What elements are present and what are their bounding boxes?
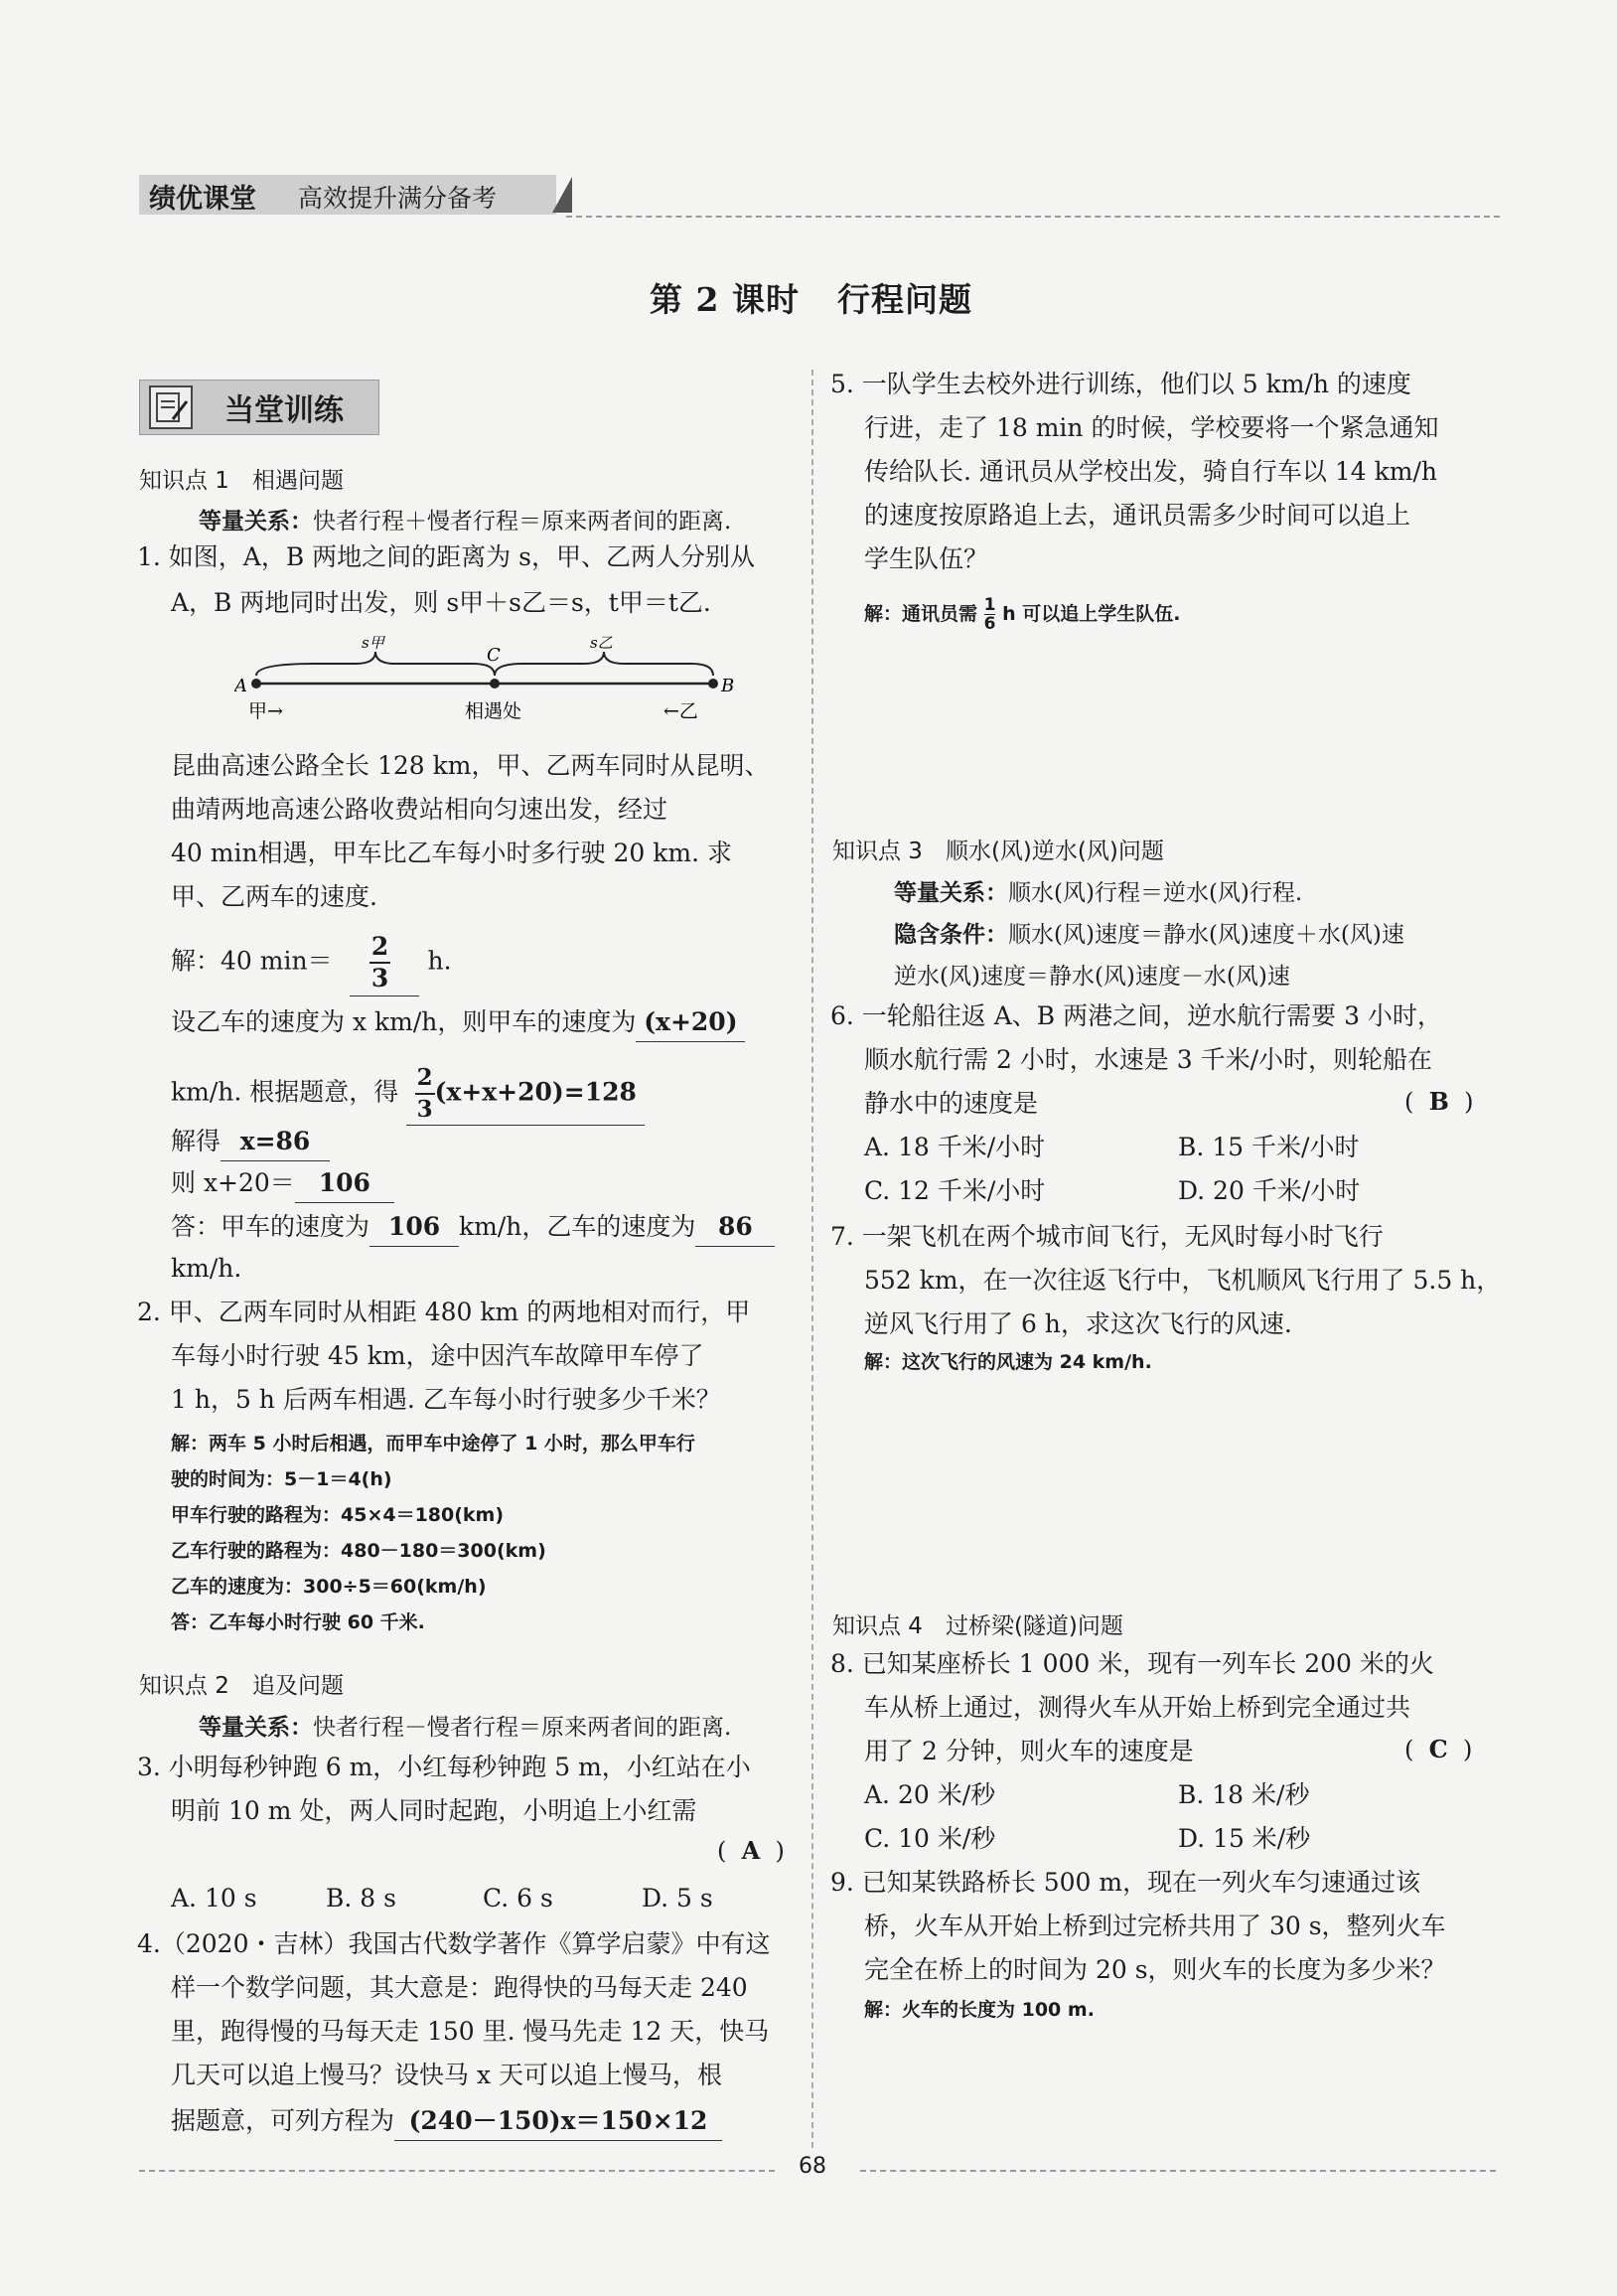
q3-line2: 明前 10 m 处，两人同时起跑，小明追上小红需 bbox=[171, 1796, 697, 1825]
q1-s1-den: 3 bbox=[370, 964, 389, 993]
q1-s6-answer1: 106 bbox=[369, 1208, 459, 1247]
q8-line2: 车从桥上通过，测得火车从开始上桥到完全通过共 bbox=[864, 1693, 1411, 1722]
point-b bbox=[708, 679, 718, 689]
q3-option-a: A. 10 s bbox=[171, 1884, 257, 1913]
q1-s1-suffix: h. bbox=[427, 946, 452, 976]
knowledge-point-1: 知识点 1 相遇问题 bbox=[139, 468, 344, 494]
q7-line3: 逆风飞行用了 6 h，求这次飞行的风速. bbox=[864, 1309, 1292, 1338]
q1-s1-num: 2 bbox=[369, 932, 390, 964]
q5-solution bbox=[864, 596, 1180, 633]
q1-s6-answer2: 86 bbox=[695, 1208, 775, 1247]
q1-s4-answer: x=86 bbox=[220, 1123, 330, 1161]
header-brand: 绩优课堂 bbox=[149, 184, 256, 215]
footer-divider-left bbox=[139, 2170, 775, 2172]
lesson-title bbox=[650, 274, 972, 321]
point-c bbox=[490, 679, 500, 689]
q5-line5: 学生队伍？ bbox=[864, 544, 989, 573]
q3-option-b: B. 8 s bbox=[326, 1884, 396, 1913]
kp3-relation-label: 等量关系： bbox=[894, 880, 1008, 906]
q9-line2: 桥，火车从开始上桥到过完桥共用了 30 s，整列火车 bbox=[864, 1912, 1446, 1940]
q9-solution: 解：火车的长度为 100 m. bbox=[864, 1999, 1095, 2021]
kp3-hidden-text2: 逆水(风)速度＝静水(风)速度－水(风)速 bbox=[894, 964, 1290, 990]
q8-line1: 8. 已知某座桥长 1 000 米，现有一列车长 200 米的火 bbox=[830, 1649, 1434, 1678]
q1-s1-underline bbox=[350, 995, 419, 996]
q1-line2: A，B 两地同时出发，则 s甲＋s乙＝s，t甲＝t乙. bbox=[171, 588, 711, 617]
notebook-pencil-icon bbox=[149, 385, 193, 429]
kp2-relation bbox=[199, 1709, 731, 1742]
q4-line3: 里，跑得慢的马每天走 150 里. 慢马先走 12 天，快马 bbox=[171, 2017, 770, 2046]
header-slogan: 高效提升满分备考 bbox=[298, 184, 498, 213]
q1-solution-step2 bbox=[171, 1003, 745, 1042]
q1-s3-eq: (x+x+20)=128 bbox=[434, 1077, 637, 1107]
q1-s3-answer bbox=[406, 1063, 645, 1126]
q2-solution-line5: 乙车的速度为：300÷5＝60(km/h) bbox=[171, 1576, 487, 1598]
kp3-hidden-text1: 顺水(风)速度＝静水(风)速度＋水(风)速 bbox=[1008, 922, 1404, 948]
label-meet: 相遇处 bbox=[465, 700, 522, 722]
q1-s1-prefix: 解：40 min＝ bbox=[171, 946, 333, 976]
q8-option-d: D. 15 米/秒 bbox=[1178, 1824, 1311, 1853]
q5-sol-suffix: h 可以追上学生队伍. bbox=[1002, 603, 1181, 625]
q1-solution-step1 bbox=[171, 932, 452, 994]
q6-option-d: D. 20 千米/小时 bbox=[1178, 1176, 1361, 1205]
q1-para-line3: 40 min相遇，甲车比乙车每小时多行驶 20 km. 求 bbox=[171, 839, 733, 867]
brace-yi bbox=[495, 652, 713, 676]
knowledge-point-4: 知识点 4 过桥梁(隧道)问题 bbox=[832, 1613, 1123, 1639]
q3-option-d: D. 5 s bbox=[642, 1884, 713, 1913]
kp2-relation-label: 等量关系： bbox=[199, 1715, 313, 1741]
q4-line5 bbox=[171, 2102, 722, 2141]
q7-solution: 解：这次飞行的风速为 24 km/h. bbox=[864, 1351, 1152, 1373]
meeting-diagram bbox=[234, 636, 751, 725]
knowledge-point-3: 知识点 3 顺水(风)逆水(风)问题 bbox=[832, 839, 1164, 864]
q2-line1: 2. 甲、乙两车同时从相距 480 km 的两地相对而行，甲 bbox=[137, 1298, 751, 1326]
q2-solution-line4: 乙车行驶的路程为：480－180＝300(km) bbox=[171, 1540, 546, 1562]
section-title: 当堂训练 bbox=[224, 393, 344, 428]
q4-line4: 几天可以追上慢马？设快马 x 天可以追上慢马，根 bbox=[171, 2061, 722, 2089]
q8-option-c: C. 10 米/秒 bbox=[864, 1824, 996, 1853]
kp2-relation-text: 快者行程－慢者行程＝原来两者间的距离. bbox=[313, 1715, 732, 1741]
q2-solution-line1: 解：两车 5 小时后相遇，而甲车中途停了 1 小时，那么甲车行 bbox=[171, 1433, 695, 1454]
q4-line1: 4.（2020・吉林）我国古代数学著作《算学启蒙》中有这 bbox=[137, 1929, 771, 1958]
q6-line1: 6. 一轮船往返 A、B 两港之间，逆水航行需要 3 小时， bbox=[830, 1001, 1442, 1030]
kp3-hidden-condition bbox=[894, 916, 1404, 949]
q1-s3-den: 3 bbox=[416, 1096, 433, 1123]
q6-answer: B bbox=[1428, 1087, 1449, 1116]
q1-line1: 1. 如图，A，B 两地之间的距离为 s，甲、乙两人分别从 bbox=[137, 542, 755, 571]
q6-option-b: B. 15 千米/小时 bbox=[1178, 1133, 1360, 1161]
lesson-topic: 行程问题 bbox=[836, 280, 972, 319]
q8-answer: C bbox=[1428, 1735, 1448, 1763]
q6-option-c: C. 12 千米/小时 bbox=[864, 1176, 1046, 1205]
label-s-yi: s乙 bbox=[590, 636, 613, 652]
q1-s1-blank bbox=[341, 932, 420, 994]
q5-sol-num: 1 bbox=[983, 595, 996, 615]
q3-option-c: C. 6 s bbox=[483, 1884, 553, 1913]
label-yi: ←乙 bbox=[663, 700, 698, 722]
q4-l5-text: 据题意，可列方程为 bbox=[171, 2106, 395, 2135]
label-b: B bbox=[721, 676, 735, 696]
q8-option-b: B. 18 米/秒 bbox=[1178, 1780, 1310, 1809]
q1-s4-text: 解得 bbox=[171, 1127, 221, 1155]
q1-s6-text: 答：甲车的速度为 bbox=[171, 1212, 370, 1241]
q1-s6-mid: km/h，乙车的速度为 bbox=[459, 1212, 696, 1241]
q5-sol-den: 6 bbox=[983, 614, 996, 634]
q6-answer-bracket: ( B ) bbox=[1404, 1087, 1474, 1116]
label-a: A bbox=[234, 676, 247, 696]
q1-solution-step5 bbox=[171, 1164, 394, 1203]
knowledge-point-2: 知识点 2 追及问题 bbox=[139, 1673, 344, 1699]
q1-solution-step6 bbox=[171, 1208, 775, 1247]
q2-solution-line3: 甲车行驶的路程为：45×4＝180(km) bbox=[171, 1504, 505, 1526]
q1-s3-text: km/h. 根据题意，得 bbox=[171, 1077, 399, 1107]
q3-answer: A bbox=[741, 1836, 761, 1865]
kp3-hidden-label: 隐含条件： bbox=[894, 922, 1008, 948]
q8-line3: 用了 2 分钟，则火车的速度是 bbox=[864, 1737, 1194, 1765]
q6-line2: 顺水航行需 2 小时，水速是 3 千米/小时，则轮船在 bbox=[864, 1045, 1433, 1074]
q5-line2: 行进，走了 18 min 的时候，学校要将一个紧急通知 bbox=[864, 413, 1439, 442]
page-number: 68 bbox=[799, 2154, 826, 2179]
q5-sol-prefix: 解：通讯员需 bbox=[864, 603, 978, 625]
q1-solution-step7: km/h. bbox=[171, 1254, 242, 1283]
q1-solution-step3 bbox=[171, 1063, 645, 1126]
kp1-relation-text: 快者行程＋慢者行程＝原来两者间的距离. bbox=[313, 509, 732, 535]
q5-line4: 的速度按原路追上去，通讯员需多少时间可以追上 bbox=[864, 501, 1411, 530]
q2-line3: 1 h，5 h 后两车相遇. 乙车每小时行驶多少千米？ bbox=[171, 1385, 721, 1414]
footer-divider-right bbox=[860, 2170, 1496, 2172]
q5-line3: 传给队长. 通讯员从学校出发，骑自行车以 14 km/h bbox=[864, 457, 1437, 486]
q2-solution-line2: 驶的时间为：5－1＝4(h) bbox=[171, 1468, 392, 1490]
q1-para-line4: 甲、乙两车的速度. bbox=[171, 882, 377, 911]
kp3-relation-text: 顺水(风)行程＝逆水(风)行程. bbox=[1008, 880, 1303, 906]
q2-line2: 车每小时行驶 45 km，途中因汽车故障甲车停了 bbox=[171, 1341, 704, 1370]
label-jia: 甲→ bbox=[248, 700, 283, 722]
q8-option-a: A. 20 米/秒 bbox=[864, 1780, 996, 1809]
q1-s5-text: 则 x+20＝ bbox=[171, 1168, 295, 1197]
q1-para-line2: 曲靖两地高速公路收费站相向匀速出发，经过 bbox=[171, 795, 668, 824]
kp1-relation bbox=[199, 503, 731, 536]
q9-line3: 完全在桥上的时间为 20 s，则火车的长度为多少米？ bbox=[864, 1955, 1446, 1984]
kp1-relation-label: 等量关系： bbox=[199, 509, 313, 535]
q3-line1: 3. 小明每秒钟跑 6 m，小红每秒钟跑 5 m，小红站在小 bbox=[137, 1753, 751, 1781]
label-c: C bbox=[487, 645, 501, 666]
column-divider bbox=[811, 370, 813, 2148]
q6-line3: 静水中的速度是 bbox=[864, 1089, 1039, 1118]
q2-solution-line6: 答：乙车每小时行驶 60 千米. bbox=[171, 1611, 425, 1633]
q7-line1: 7. 一架飞机在两个城市间飞行，无风时每小时飞行 bbox=[830, 1222, 1384, 1251]
lesson-label: 第 2 课时 bbox=[650, 280, 800, 319]
q9-line1: 9. 已知某铁路桥长 500 m，现在一列火车匀速通过该 bbox=[830, 1868, 1421, 1897]
point-a bbox=[251, 679, 261, 689]
q1-s3-num: 2 bbox=[415, 1063, 435, 1095]
q4-line2: 样一个数学问题，其大意是：跑得快的马每天走 240 bbox=[171, 1973, 748, 2002]
q5-line1: 5. 一队学生去校外进行训练，他们以 5 km/h 的速度 bbox=[830, 370, 1411, 398]
label-s-jia: s甲 bbox=[362, 636, 384, 652]
q1-s2-answer: (x+20) bbox=[636, 1003, 745, 1042]
q8-answer-bracket: ( C ) bbox=[1404, 1735, 1473, 1763]
brace-jia bbox=[256, 652, 495, 676]
q4-answer: (240－150)x＝150×12 bbox=[394, 2102, 722, 2141]
q3-answer-bracket: ( A ) bbox=[717, 1836, 785, 1865]
q1-para-line1: 昆曲高速公路全长 128 km，甲、乙两车同时从昆明、 bbox=[171, 751, 770, 780]
q6-option-a: A. 18 千米/小时 bbox=[864, 1133, 1046, 1161]
q1-solution-step4 bbox=[171, 1123, 330, 1161]
q1-s5-answer: 106 bbox=[295, 1164, 394, 1203]
header-triangle-icon bbox=[552, 177, 572, 213]
q7-line2: 552 km，在一次往返飞行中，飞机顺风飞行用了 5.5 h， bbox=[864, 1266, 1502, 1295]
kp3-relation bbox=[894, 874, 1302, 907]
q1-s2-text: 设乙车的速度为 x km/h，则甲车的速度为 bbox=[171, 1007, 637, 1036]
header-divider bbox=[566, 216, 1500, 218]
